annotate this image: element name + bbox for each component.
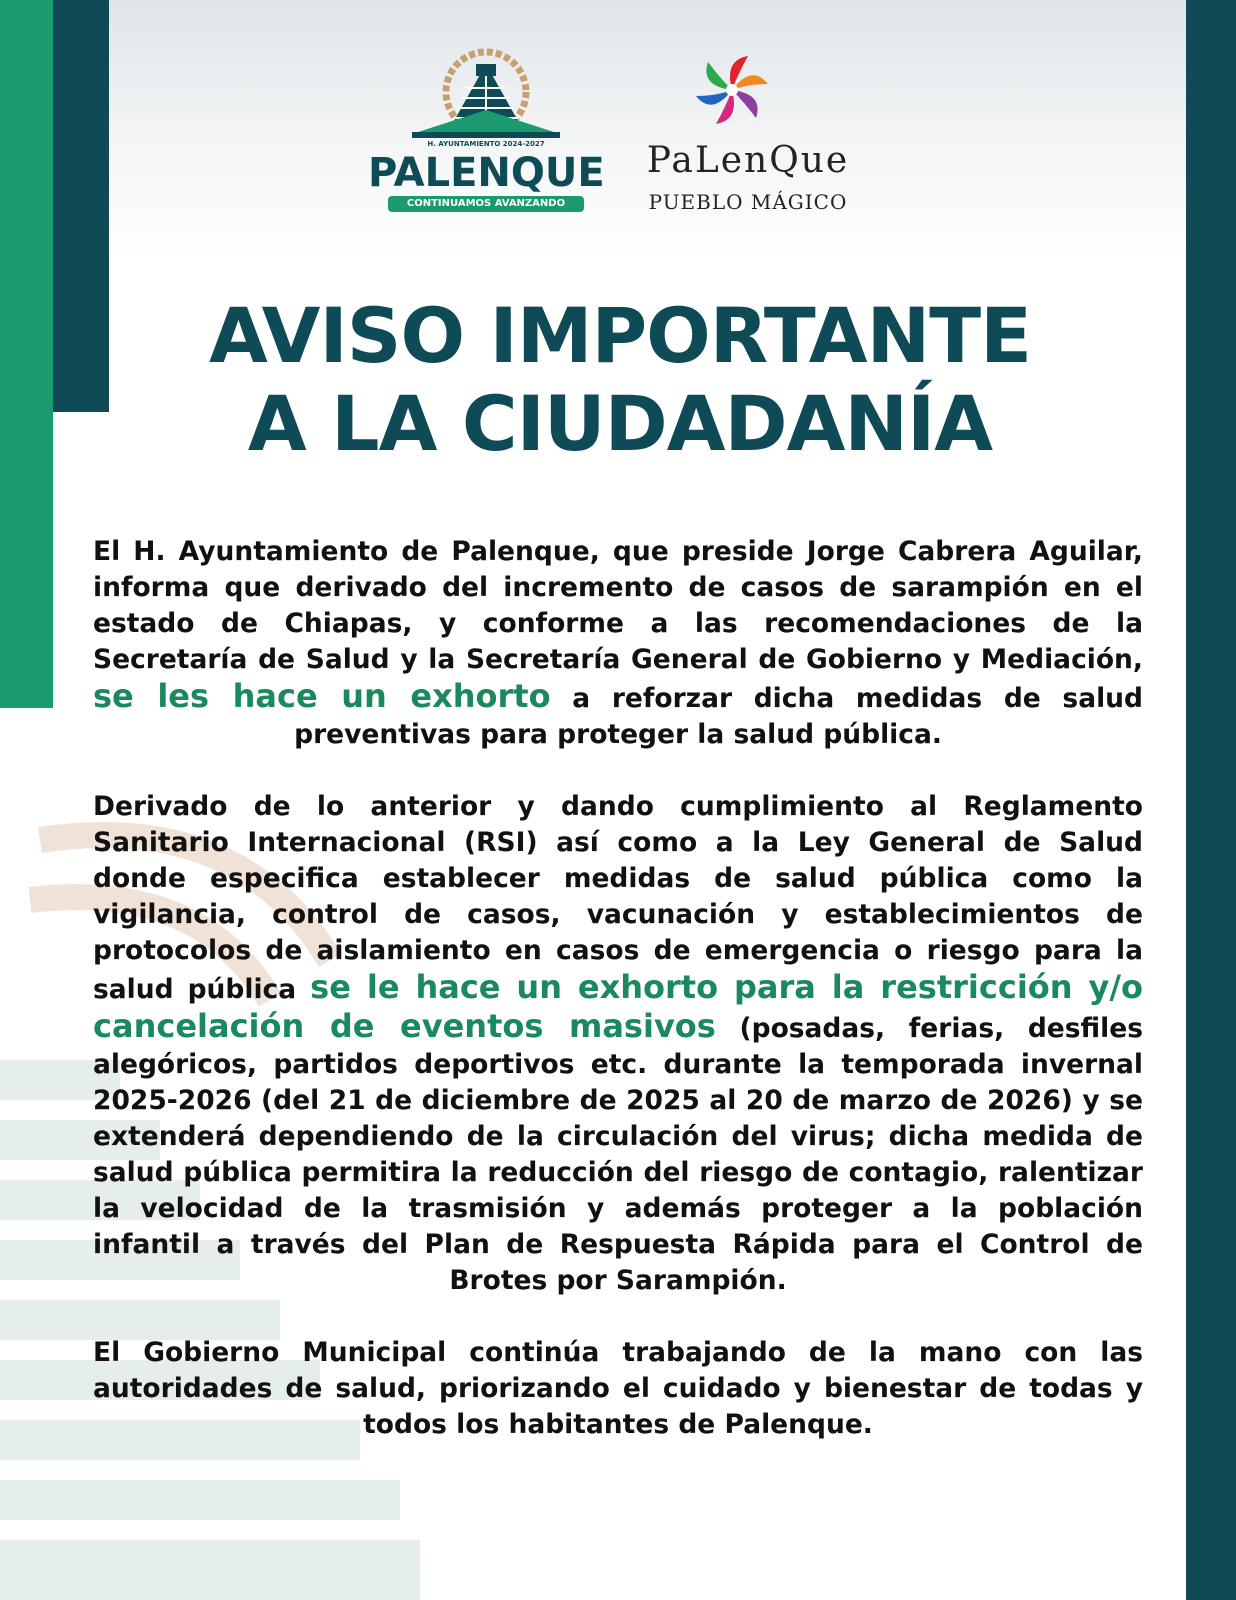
- paragraph-1-highlight: se les hace un exhorto: [93, 677, 551, 715]
- paragraph-2-text-before: Derivado de lo anterior y dando cumplimiento al Reglamento Sanitario Internacional (RSI) así como a la Ley General de Salud donde especifica establecer medidas de salud pública como la vigilancia, control de casos, vacunación y establecimientos de protocolos de aislamiento en casos de emergencia o riesgo para la salud pública: [93, 791, 1143, 1005]
- notice-body: [93, 534, 1143, 1443]
- pueblo-magico-logo: [632, 48, 864, 223]
- paragraph-2: [93, 789, 1143, 1299]
- municipality-slogan: CONTINUAMOS AVANZANDO: [388, 196, 584, 212]
- pueblo-magico-subtitle: PUEBLO MÁGICO: [648, 190, 848, 214]
- title-line-1: AVISO IMPORTANTE: [208, 291, 1031, 380]
- pueblo-magico-name: PaLenQue: [646, 140, 850, 181]
- municipality-name: PALENQUE: [368, 150, 605, 196]
- pyramid-icon: [368, 48, 604, 148]
- paragraph-2-highlight: se le hace un exhorto para la restricción y/o cancelación de eventos masivos: [93, 968, 1144, 1045]
- municipality-term: H. AYUNTAMIENTO 2024-2027: [427, 140, 545, 148]
- title-line-2: A LA CIUDADANÍA: [247, 379, 993, 468]
- decorative-green-bar: [0, 0, 53, 708]
- municipality-logo: [368, 48, 604, 220]
- notice-title: [160, 292, 1080, 468]
- decorative-teal-bar-left: [53, 0, 109, 412]
- pinwheel-icon: [632, 48, 864, 134]
- paragraph-3: El Gobierno Municipal continúa trabajando de la mano con las autoridades de salud, priorizando el cuidado y bienestar de todas y todos los habitantes de Palenque.: [93, 1337, 1143, 1440]
- paragraph-2-text-after: (posadas, ferias, desfiles alegóricos, partidos deportivos etc. durante la temporada invernal 2025-2026 (del 21 de diciembre de 2025 al 20 de marzo de 2026) y se extenderá dependiendo de la circulación del virus; dicha medida de salud pública permitira la reducción del riesgo de contagio, ralentizar la velocidad de la trasmisión y además proteger a la población infantil a través del Plan de Respuesta Rápida para el Control de Brotes por Sarampión.: [93, 1013, 1143, 1296]
- paragraph-1: [93, 534, 1143, 753]
- paragraph-1-text-after: a reforzar dicha medidas de salud preventivas para proteger la salud pública.: [294, 683, 1144, 750]
- decorative-teal-bar-right: [1186, 0, 1236, 1600]
- paragraph-1-text-before: El H. Ayuntamiento de Palenque, que preside Jorge Cabrera Aguilar, informa que derivado del incremento de casos de sarampión en el estado de Chiapas, y conforme a las recomendaciones de la Secretaría de Salud y la Secretaría General de Gobierno y Mediación,: [93, 536, 1143, 675]
